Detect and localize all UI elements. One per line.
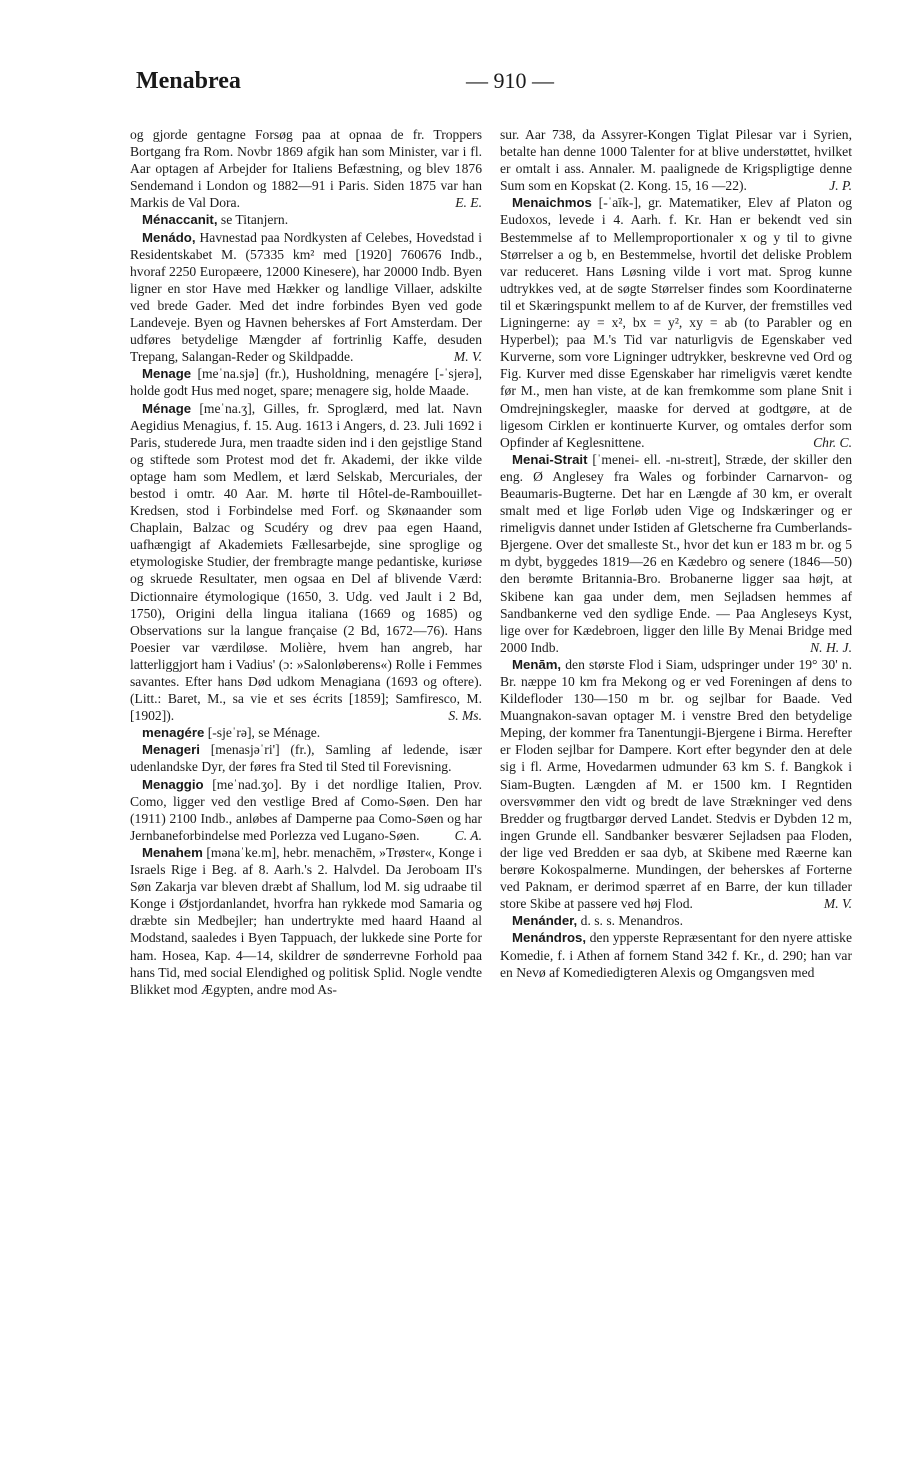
entry-text: den ypperste Repræsentant for den nyere attiske Komedie, f. i Athen af fornem Stand 342 f. Kr., d. 290; han var en Nevø af Komediedigteren Alexis og Omgangsven med (500, 930, 852, 980)
entry-signature: M. V. (823, 896, 852, 912)
entry-menai-strait (500, 451, 852, 656)
entry-menandros (500, 929, 852, 980)
entry-text: Havnestad paa Nordkysten af Celebes, Hovedstad i Residentskabet M. (57335 km² med [1920] 760676 Indb., hvoraf 2250 Europæere, 12000 Kinesere), har 20000 Indb. Byen ligner en stor Have med Hækker og landlige Villaer, adskilte ved brede Gader. Med det indre forbindes Byen ved gode Landeveje. Byen og Havnen beherskes af Fort Amsterdam. Der udføres betydelige Mængder af fortrinlig Kaffe, desuden Trepang, Salangan-Reder og Skildpadde. (130, 229, 482, 365)
entry-continuation (500, 126, 852, 194)
entry-headword: Menage (142, 366, 192, 382)
entry-text: [menasjəˈri'] (fr.), Samling af ledende, især udenlandske Dyr, der føres fra Sted til Sted til Forevisning. (130, 742, 482, 775)
entry-menageri (130, 741, 482, 775)
left-column (130, 126, 482, 998)
entry-text: [ˈmenei- ell. -nı-streıt], Stræde, der skiller den eng. Ø Anglesey fra Wales og forbinder Carnarvon- og Beaumaris-Bugterne. Det har en Længde af 30 km, er overalt smalt med et lige Forløb uden Vige og Indskæringer og er rimeligvis dannet under Istiden af Gletscherne fra Cumberlands-Bjergene. Over det smalleste St., hvor det kun er 183 m br. og 5 m dybt, byggedes 1819—26 en Kædebro og senere (1846—50) den berømte Britannia-Bro. Brobanerne ligger saa højt, at Skibene kan gaa under dem, men Sejladsen hemmes af Sandbankerne ved den sydlige Ende. — Paa Angleseys Kyst, lige over for Kædebroen, ligger den lille By Menai Bridge med 2000 Indb. (500, 451, 852, 655)
entry-headword: Menándros, (512, 930, 587, 946)
right-column (500, 126, 852, 981)
entry-headword: Menaggio (142, 776, 204, 792)
entry-menander (500, 912, 852, 929)
entry-menado (130, 229, 482, 366)
entry-continuation (130, 126, 482, 211)
entry-signature: S. Ms. (448, 708, 482, 724)
entry-signature: E. E. (455, 195, 482, 211)
entry-text: [meˈna.sjə] (fr.), Husholdning, menagére [-ˈsjerə], holde godt Hus med noget, spare; menagere sig, holde Maade. (130, 366, 482, 399)
entry-headword: Menām, (512, 656, 562, 672)
entry-signature: M. V. (453, 349, 482, 365)
running-headword: Menabrea (136, 68, 241, 94)
entry-headword: Ménaccanit, (142, 212, 218, 228)
entry-signature: Chr. C. (813, 434, 852, 450)
entry-menaccanit (130, 211, 482, 228)
entry-headword: Ménage (142, 400, 192, 416)
entry-text: se Titanjern. (220, 212, 289, 228)
entry-menam (500, 656, 852, 912)
entry-text: [mənaˈke.m], hebr. menachēm, »Trøster«, Konge i Israels Rige i Beg. af 8. Aarh.'s 2. Halvdel. Da Jeroboam II's Søn Zakarja var bleven dræbt af Shallum, lod M. sig udraabe til Konge i Østjordanlandet, hvorfra han rykkede mod Samaria og dræbte sin Medbejler; han undertrykte med haard Haand al Modstand, saaledes i Byen Tappuach, der lukkede sine Porte for ham. Hosea, Kap. 4—14, skildrer de sønderrevne Forhold paa hans Tid, med social Elendighed og politisk Splid. Nogle vendte Blikket mod Ægypten, andre mod As- (130, 844, 482, 997)
entry-text: den største Flod i Siam, udspringer under 19° 30' n. Br. næppe 10 km fra Mekong og er ved Foreningen af dens to Kildefloder 130—150 m br. og sejlbar for Baade. Ved Muangnakon-savan optager M. i venstre Bred den betydelige Meping, der kommer fra Tanentungji-Bjergene i Birma. Herefter er Floden sejlbar for Dampere. Kort efter begynder den at dele sig i fl. Arme, Hovedarmen udmunder 63 km S. f. Bangkok i Siam-Bugten. Længden af M. er 1500 km. I Regntiden oversvømmer den vidt og bredt de lave Strækninger ved dens Bredder og frugtbargør derved Landet. Stedvis er Dybden 12 m, ingen Grunde ell. Sandbanker besværer Sejladsen paa Floden, der lige ved Bredden er saa dyb, at Skibene med Ræerne kan berøre Kokospalmerne. Mundingen, der beherskes af Forterne ved Paknam, er derimod spærret af en Barre, der kun tillader store Skibe at passere ved høj Flod. (500, 656, 852, 912)
entry-menaggio (130, 776, 482, 844)
entry-text: [meˈnad.ʒo]. By i det nordlige Italien, Prov. Como, ligger ved den vestlige Bred af Como-Søen. Den har (1911) 2100 Indb., anløbes af Damperne paa Como-Søen og har Jernbaneforbindelse med Porlezza ved Lugano-Søen. (130, 776, 482, 843)
page-header (130, 62, 870, 102)
entry-headword: Menánder, (512, 913, 578, 929)
entry-text: sur. Aar 738, da Assyrer-Kongen Tiglat Pilesar var i Syrien, betalte han denne 1000 Talenter for at blive understøttet, hvilket er omtalt i ass. Annaler. M. paalignede de Krigspligtige denne Sum som en Kopskat (2. Kong. 15, 16 —22). (500, 127, 852, 194)
entry-headword: Menai-Strait (512, 451, 588, 467)
entry-menahem (130, 844, 482, 998)
entry-headword: Menahem (142, 844, 203, 860)
entry-menagere (130, 724, 482, 741)
entry-headword: menagére (142, 725, 205, 741)
entry-headword: Menádo, (142, 229, 196, 245)
entry-text: [-sjeˈrə], se Ménage. (207, 725, 321, 741)
entry-text: d. s. s. Menandros. (580, 913, 683, 929)
entry-menage-2 (130, 400, 482, 725)
entry-signature: J. P. (829, 178, 852, 194)
entry-text: og gjorde gentagne Forsøg paa at opnaa de fr. Troppers Bortgang fra Rom. Novbr 1869 afgik han som Minister, var i fl. Aar optagen af Arbejder for Italiens Befæstning, og blev 1876 Sendemand i London og 1882—91 i Paris. Siden 1875 var han Markis de Val Dora. (130, 127, 482, 211)
entry-signature: C. A. (454, 827, 482, 843)
entry-menage-1 (130, 365, 482, 399)
entry-menaichmos (500, 194, 852, 450)
entry-signature: N. H. J. (810, 639, 852, 655)
page-number: — 910 — (466, 68, 554, 93)
entry-headword: Menageri (142, 742, 200, 758)
entry-headword: Menaichmos (512, 195, 592, 211)
entry-text: [-ˈaīk-], gr. Matematiker, Elev af Platon og Eudoxos, levede i 4. Aarh. f. Kr. Han er bekendt ved sin Bestemmelse af to Mellemproportionaler x og y til to givne Størrelser a og b, en Bestemmelse, hvortil det deliske Problem var reduceret. Hans Løsning vilde i vort mat. Sprog kunne udtrykkes ved, at de søgte Størrelser findes som Koordinaterne til et Skæringspunkt mellem to af de Kurver, der fremstilles ved Ligningerne: ay = x², bx = y², xy = ab (to Parabler og en Hyperbel); paa M.'s Tid var naturligvis de Egenskaber ved Kurverne, som vore Ligninger udtrykker, beskrevne ved Ord og Fig. Kurver med disse Egenskaber har rimeligvis været kendte før M., men han viste, at de kan fremkomme som plane Snit i Omdrejningskegler, maaske for derved at godtgøre, at de ligesom Cirklen er kontinuerte Kurver, og omtales derfor som Opfinder af Keglesnittene. (500, 195, 852, 450)
entry-text: [meˈna.ʒ], Gilles, fr. Sproglærd, med lat. Navn Aegidius Menagius, f. 15. Aug. 1613 i Angers, d. 23. Juli 1692 i Paris, studerede Jura, men traadte siden ind i den gejstlige Stand og stiftede som Protest mod det fr. Akademi, der ikke vilde optage ham som Medlem, et lærd Selskab, Mercuriales, der bestod i omtr. 40 Aar. M. hørte til Hôtel-de-Rambouillet-Kredsen, stod i Forbindelse med Forf. og Skønaander som Chaplain, Balzac og Scudéry og drev paa egen Haand, uafhængigt af Akademiets Fællesarbejde, sine sproglige og etymologiske Studier, der frembragte mange pedantiske, kuriøse og skruede Resultater, men ogsaa en Del af blivende Værd: Dictionnaire étymologique (1650, 3. Udg. ved Jault i 2 Bd, 1750), Origini della lingua italiana (1669 og 1685) og Observations sur la langue française (2 Bd, 1672—76). Hans Poesier var værdiløse. Molière, hvem han angreb, har latterliggjort ham i Vadius' (ɔ: »Salonløberens«) Rolle i Femmes savantes. Efter hans Død udkom Menagiana (1693 og oftere). (Litt.: Baret, M., sa vie et ses écrits [1859]; Samfiresco, M. [1902]). (130, 400, 482, 724)
